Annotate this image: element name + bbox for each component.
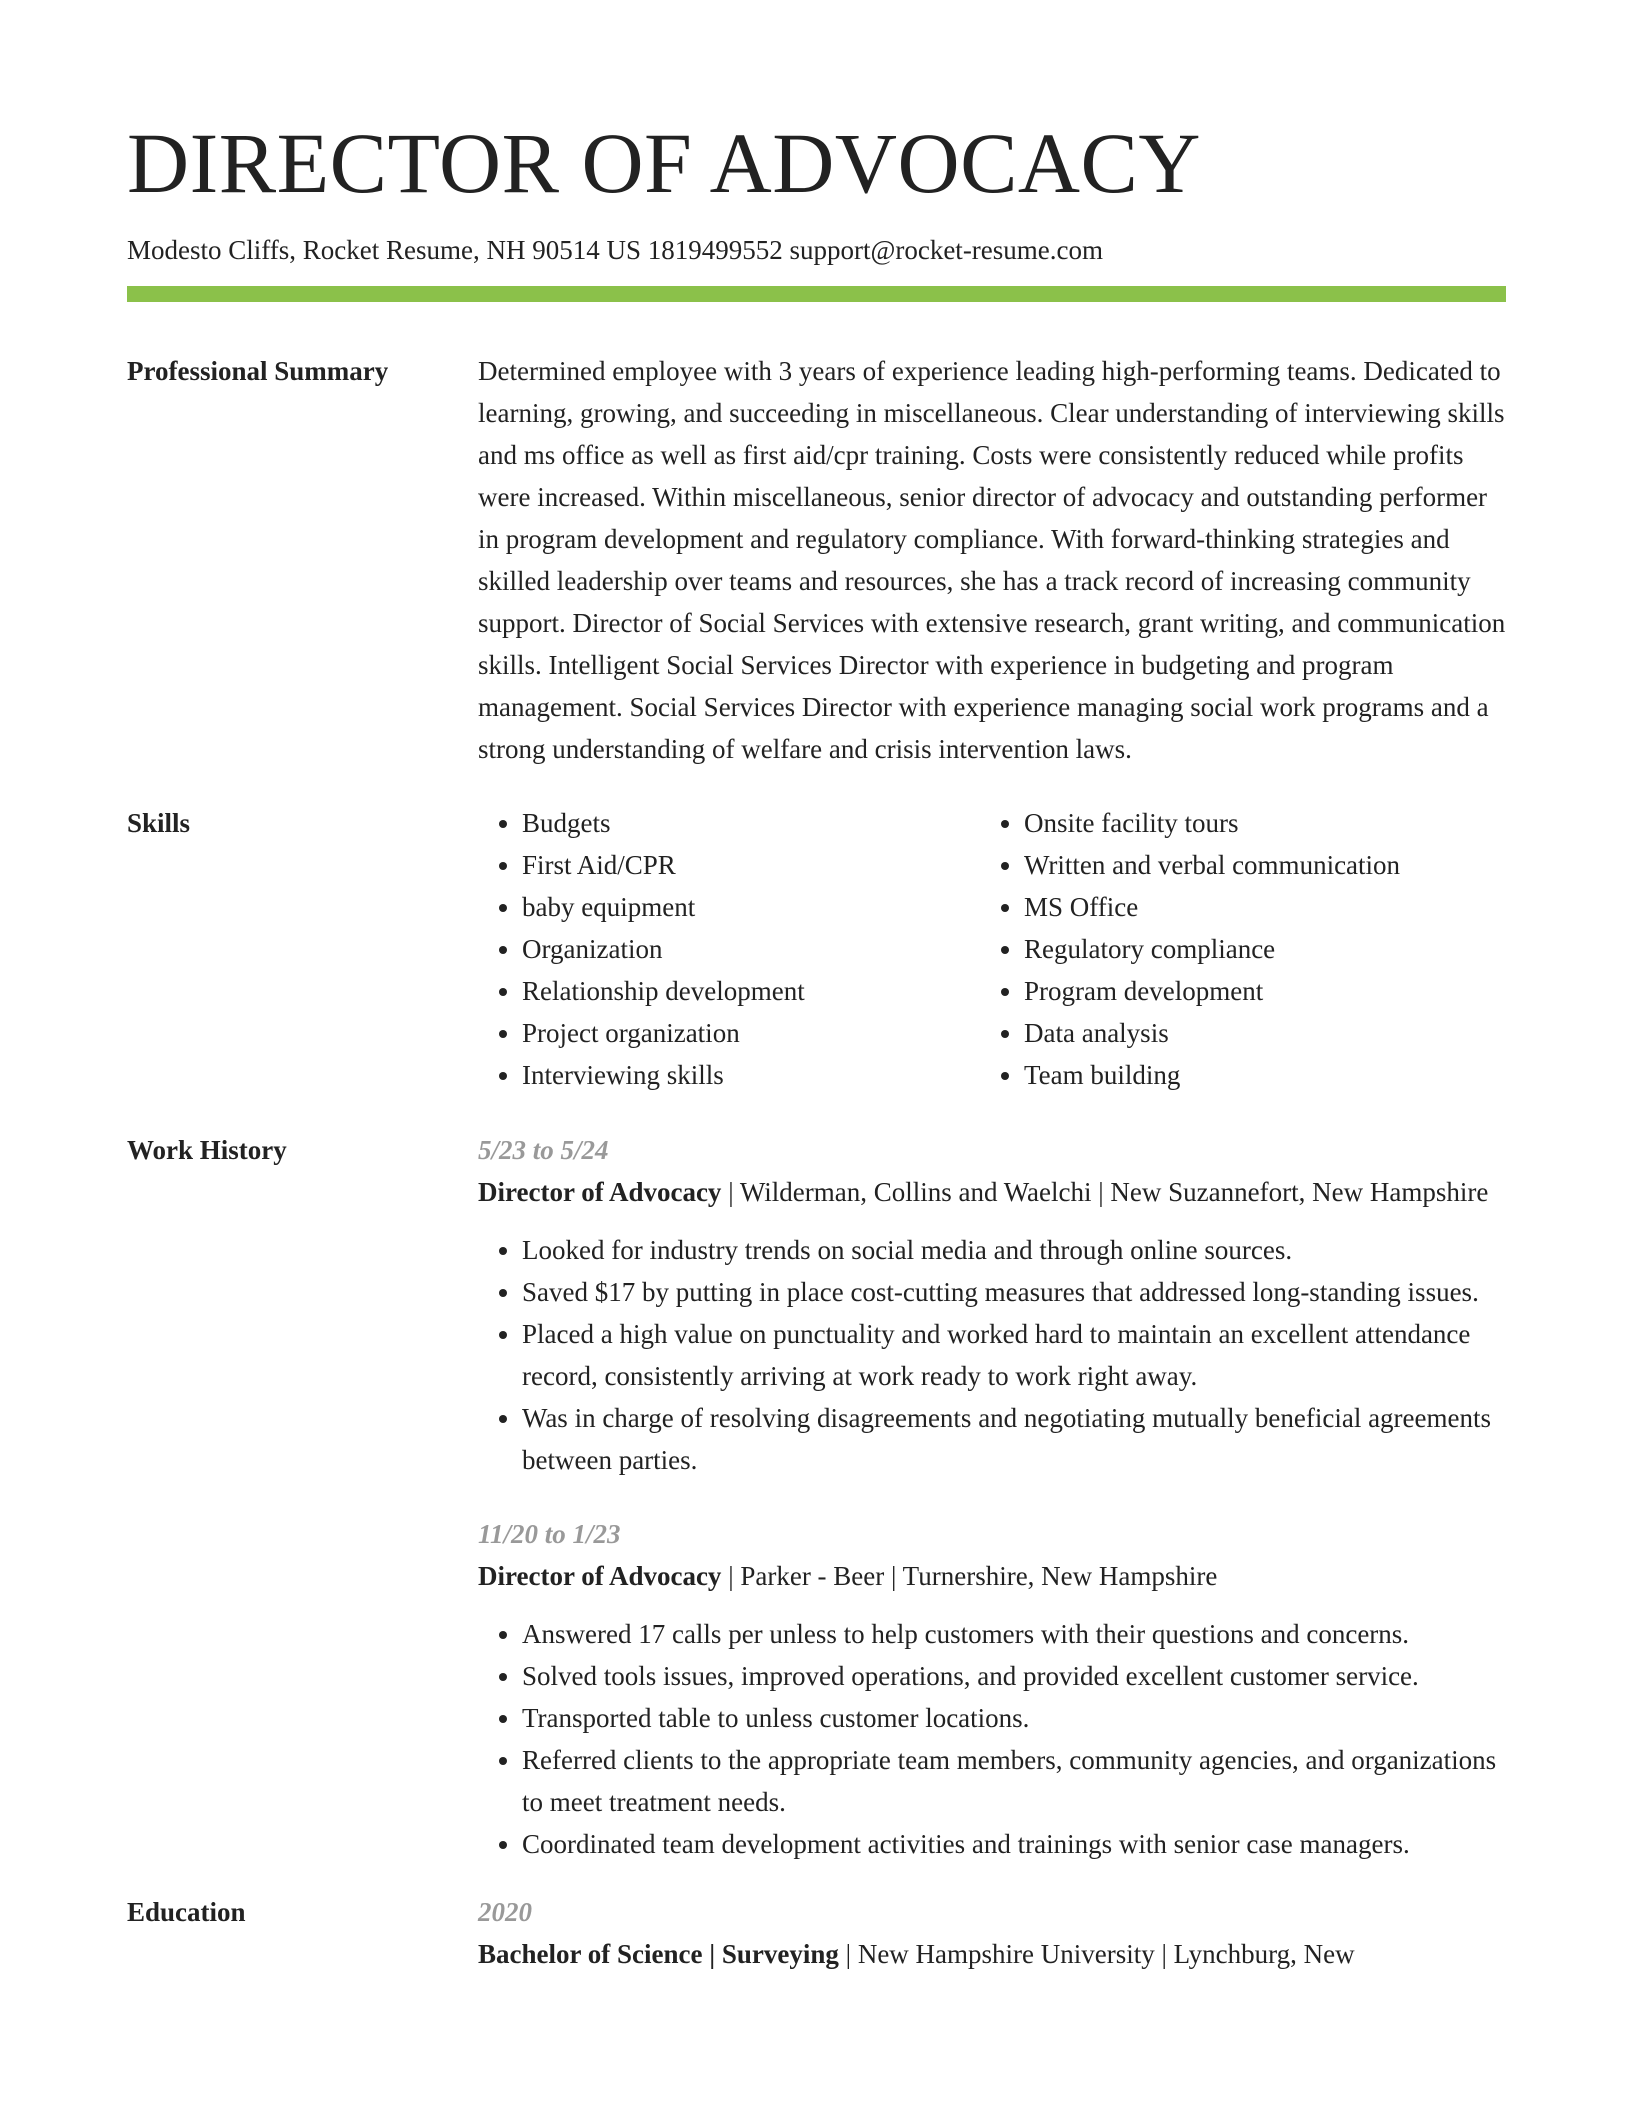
- job-title: Director of Advocacy: [478, 1177, 722, 1208]
- skills-section: [127, 802, 1506, 1096]
- skill-item: • Relationship development: [522, 970, 980, 1012]
- education-degree-line: [478, 1933, 1506, 1975]
- summary-section: [127, 350, 1506, 770]
- job-bullet: • Referred clients to the appropriate team members, community agencies, and organizations to meet treatment needs.: [522, 1739, 1506, 1823]
- job-title-line: [478, 1171, 1506, 1213]
- job-bullet: • Saved $17 by putting in place cost-cutting measures that addressed long-standing issues.: [522, 1271, 1506, 1313]
- job-bullet: • Was in charge of resolving disagreements and negotiating mutually beneficial agreements between parties.: [522, 1397, 1506, 1481]
- skill-item: • Data analysis: [1024, 1012, 1506, 1054]
- skill-item: • baby equipment: [522, 886, 980, 928]
- skills-column-1: [478, 802, 980, 1096]
- skill-item: • Organization: [522, 928, 980, 970]
- job-bullet: • Transported table to unless customer locations.: [522, 1697, 1506, 1739]
- skill-item: • Team building: [1024, 1054, 1506, 1096]
- work-history-body: [478, 1129, 1506, 1865]
- work-history-label: Work History: [127, 1135, 287, 1166]
- work-history-section: [127, 1129, 1506, 1865]
- education-section: [127, 1891, 1506, 1975]
- skill-item: • Regulatory compliance: [1024, 928, 1506, 970]
- skill-item: • Project organization: [522, 1012, 980, 1054]
- job-bullets: [478, 1613, 1506, 1865]
- education-details: | New Hampshire University | Lynchburg, New: [838, 1939, 1355, 1970]
- skill-item: • MS Office: [1024, 886, 1506, 928]
- education-label: Education: [127, 1897, 246, 1928]
- job-bullets: [478, 1229, 1506, 1481]
- skill-item: • First Aid/CPR: [522, 844, 980, 886]
- summary-text: Determined employee with 3 years of experience leading high-performing teams. Dedicated to learning, growing, and succeeding in miscellaneous. Clear understanding of interviewing skills and ms office as well as first aid/cpr training. Costs were consistently reduced while profits were increased. Within miscellaneous, senior director of advocacy and outstanding performer in program development and regulatory compliance. With forward-thinking strategies and skilled leadership over teams and resources, she has a track record of increasing community support. Director of Social Services with extensive research, grant writing, and communication skills. Intelligent Social Services Director with experience in budgeting and program management. Social Services Director with experience managing social work programs and a strong understanding of welfare and crisis intervention laws.: [478, 356, 1506, 765]
- job-title-line: [478, 1555, 1506, 1597]
- contact-line: Modesto Cliffs, Rocket Resume, NH 90514 US 1819499552 support@rocket-resume.com: [127, 235, 1104, 265]
- job-bullet: • Placed a high value on punctuality and worked hard to maintain an excellent attendance record, consistently arriving at work ready to work right away.: [522, 1313, 1506, 1397]
- skills-label: Skills: [127, 808, 191, 839]
- job-bullet: • Looked for industry trends on social media and through online sources.: [522, 1229, 1506, 1271]
- job-date: 11/20 to 1/23: [478, 1519, 621, 1550]
- job-bullet: • Solved tools issues, improved operations, and provided excellent customer service.: [522, 1655, 1506, 1697]
- job-entry: [478, 1513, 1506, 1865]
- skill-item: • Interviewing skills: [522, 1054, 980, 1096]
- job-date: 5/23 to 5/24: [478, 1135, 609, 1166]
- education-body: [478, 1891, 1506, 1975]
- header-divider: [127, 286, 1506, 302]
- skills-column-2: [980, 802, 1506, 1096]
- skill-item: • Written and verbal communication: [1024, 844, 1506, 886]
- resume-name: DIRECTOR OF ADVOCACY: [127, 115, 1201, 211]
- job-details: | Parker - Beer | Turnershire, New Hampshire: [721, 1561, 1218, 1592]
- education-degree: Bachelor of Science | Surveying: [478, 1939, 839, 1970]
- skill-item: • Budgets: [522, 802, 980, 844]
- job-bullet: • Answered 17 calls per unless to help customers with their questions and concerns.: [522, 1613, 1506, 1655]
- job-entry: [478, 1129, 1506, 1481]
- skill-item: • Onsite facility tours: [1024, 802, 1506, 844]
- summary-label: Professional Summary: [127, 356, 389, 387]
- skills-grid: [478, 802, 1506, 1096]
- education-date: 2020: [478, 1897, 532, 1928]
- skills-body: [478, 802, 1506, 1096]
- skill-item: • Program development: [1024, 970, 1506, 1012]
- job-details: | Wilderman, Collins and Waelchi | New Suzannefort, New Hampshire: [721, 1177, 1489, 1208]
- job-title: Director of Advocacy: [478, 1561, 722, 1592]
- job-bullet: • Coordinated team development activities and trainings with senior case managers.: [522, 1823, 1506, 1865]
